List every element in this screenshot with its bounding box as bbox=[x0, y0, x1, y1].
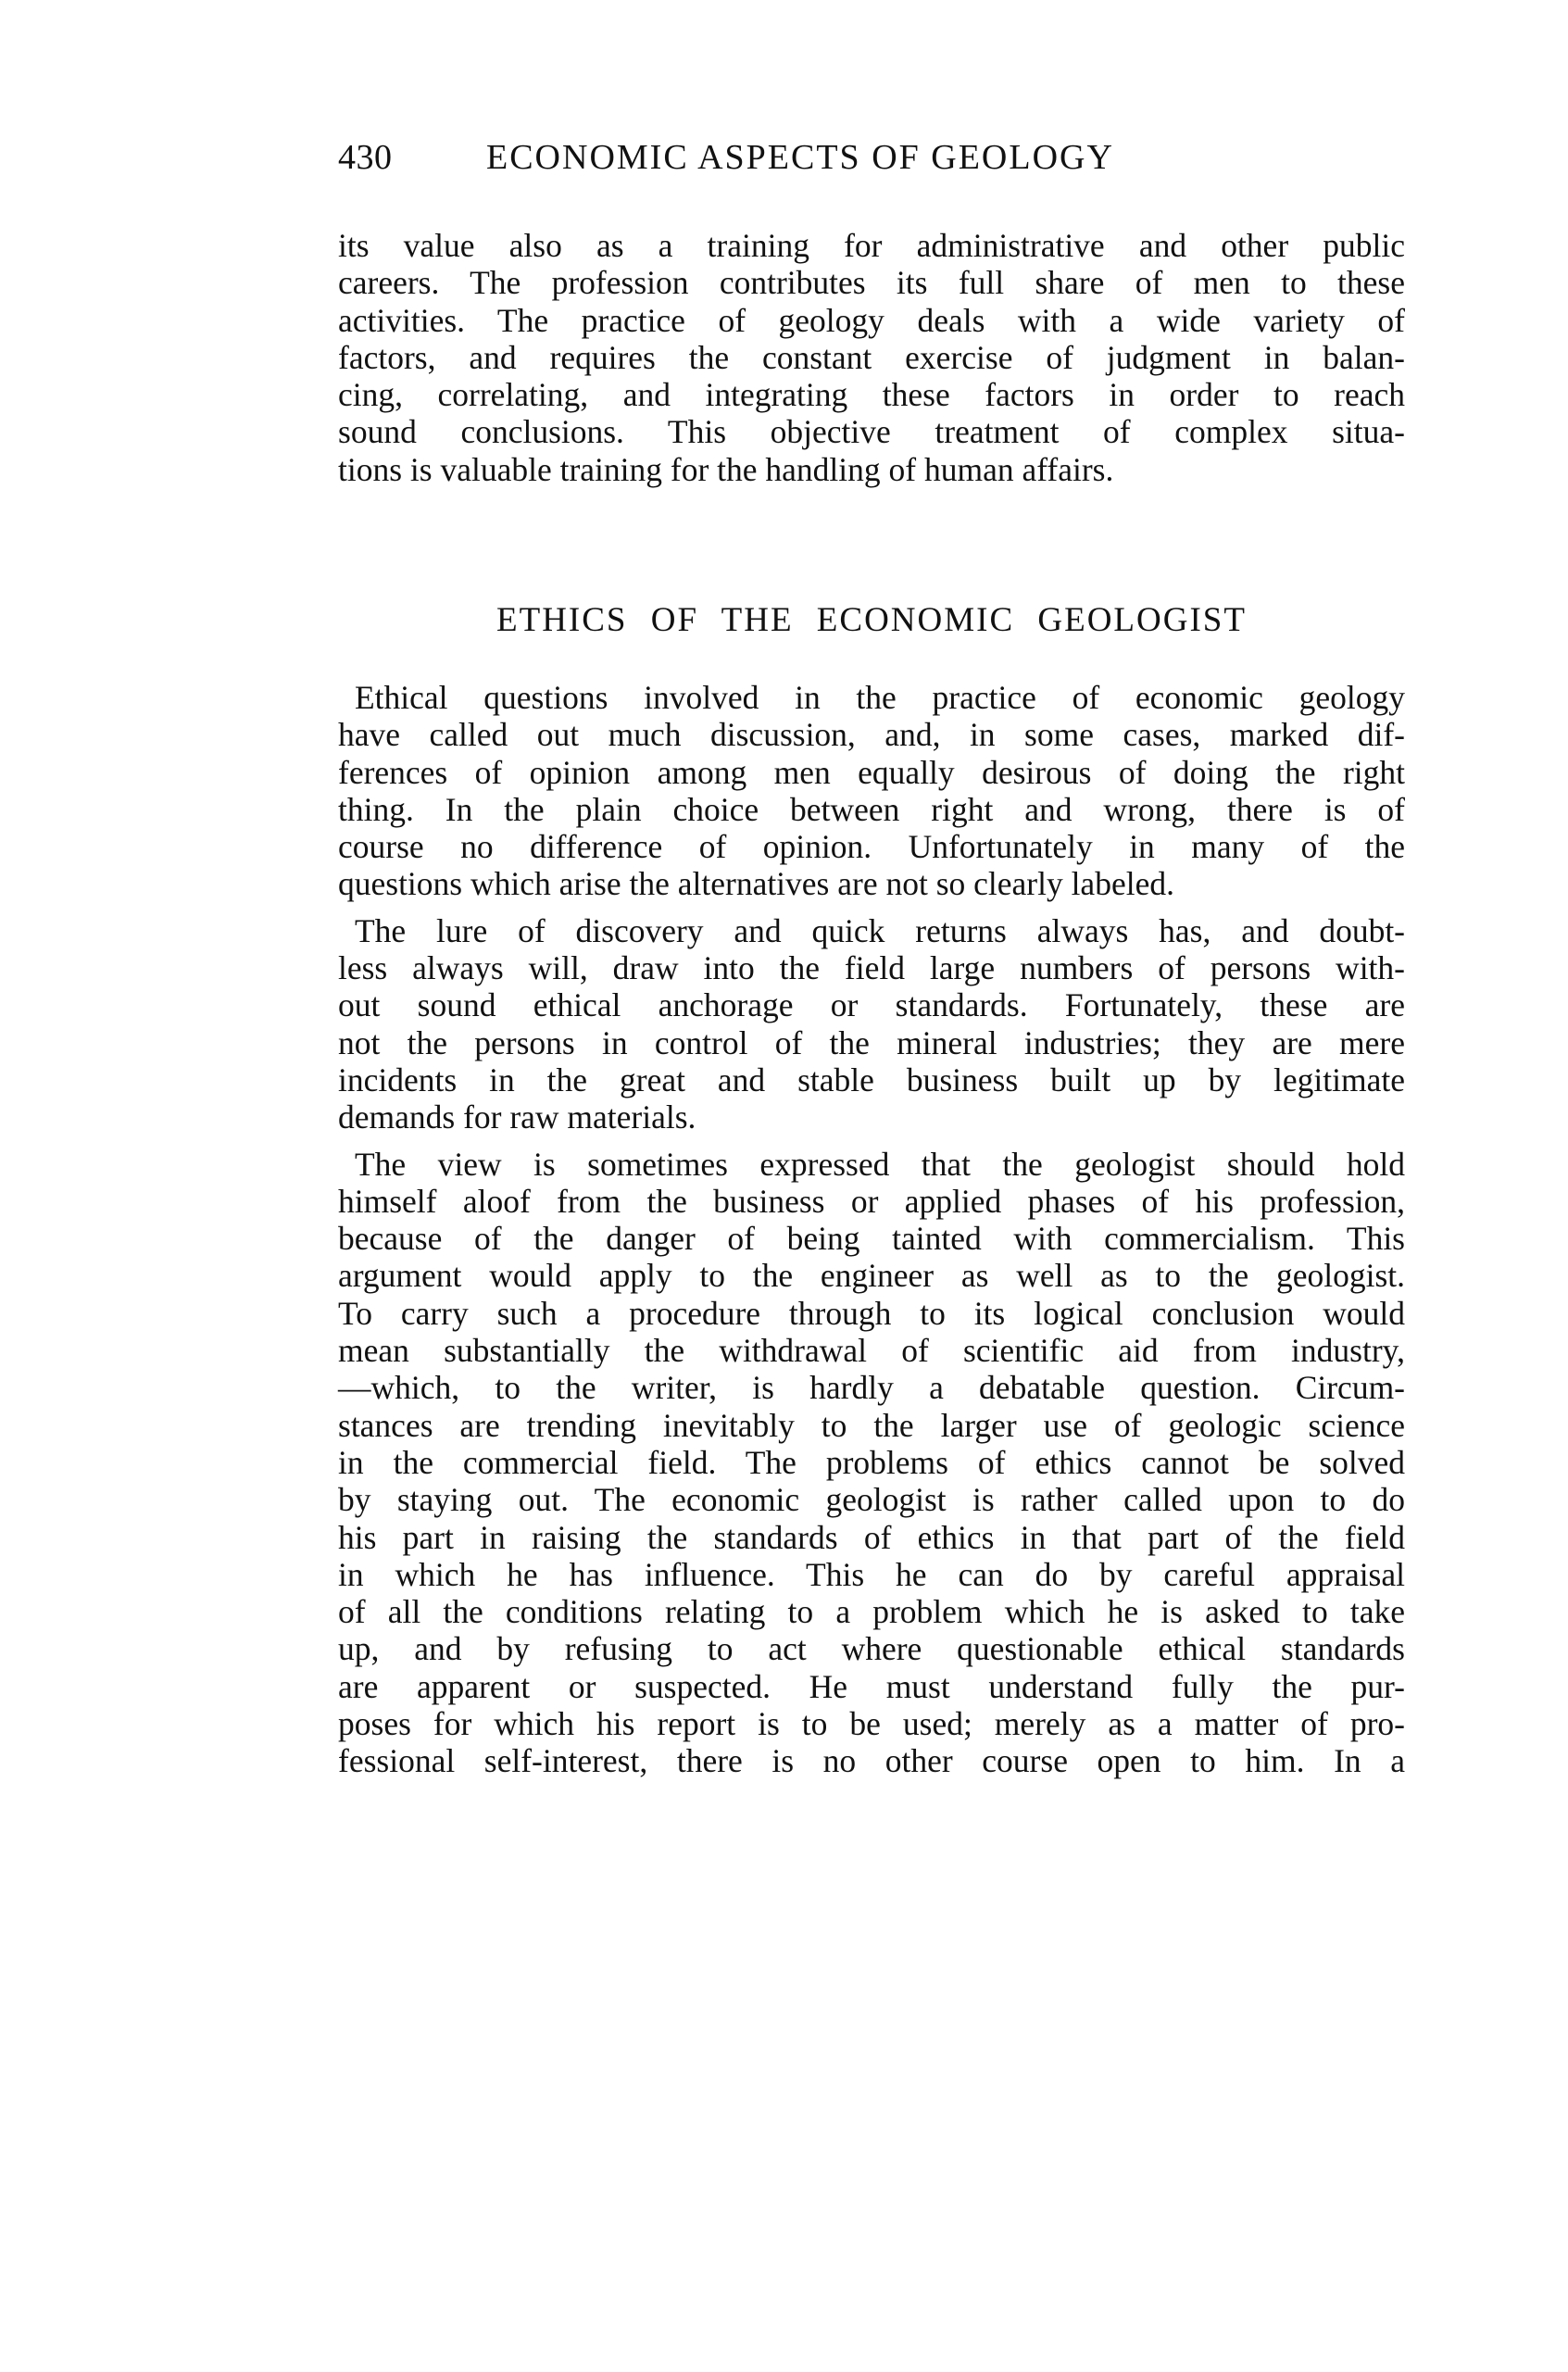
text-line: careers. The profession contributes its full share of men to these bbox=[338, 264, 1405, 302]
text-line: because of the danger of being tainted with commercialism. This bbox=[338, 1220, 1405, 1258]
section-body bbox=[338, 679, 1405, 1780]
text-line: argument would apply to the engineer as well as to the geologist. bbox=[338, 1257, 1405, 1295]
text-line: stances are trending inevitably to the larger use of geologic science bbox=[338, 1406, 1405, 1444]
text-line: To carry such a procedure through to its logical conclusion would bbox=[338, 1294, 1405, 1332]
text-line: The lure of discovery and quick returns always has, and doubt- bbox=[355, 911, 1405, 949]
text-line: activities. The practice of geology deals with a wide variety of bbox=[338, 301, 1405, 339]
text-line: —which, to the writer, is hardly a debatable question. Circum- bbox=[338, 1369, 1405, 1407]
text-line: less always will, draw into the field large numbers of persons with- bbox=[338, 949, 1405, 987]
text-line: ferences of opinion among men equally desirous of doing the right bbox=[338, 753, 1405, 791]
text-line: incidents in the great and stable business built up by legitimate bbox=[338, 1060, 1405, 1098]
text-line: course no difference of opinion. Unfortunately in many of the bbox=[338, 828, 1405, 866]
text-line: have called out much discussion, and, in some cases, marked dif- bbox=[338, 716, 1405, 754]
text-line: up, and by refusing to act where questionable ethical standards bbox=[338, 1630, 1405, 1668]
text-line: in which he has influence. This he can do by careful appraisal bbox=[338, 1555, 1405, 1593]
text-line: cing, correlating, and integrating these factors in order to reach bbox=[338, 376, 1405, 414]
text-line: mean substantially the withdrawal of scientific aid from industry, bbox=[338, 1332, 1405, 1370]
text-line: not the persons in control of the mineral industries; they are mere bbox=[338, 1023, 1405, 1061]
text-line: his part in raising the standards of ethics in that part of the field bbox=[338, 1518, 1405, 1556]
text-line: are apparent or suspected. He must understand fully the pur- bbox=[338, 1667, 1405, 1705]
text-line: poses for which his report is to be used; merely as a matter of pro- bbox=[338, 1705, 1405, 1743]
running-head bbox=[338, 137, 1405, 183]
text-line: of all the conditions relating to a problem which he is asked to take bbox=[338, 1593, 1405, 1631]
text-line: in the commercial field. The problems of ethics cannot be solved bbox=[338, 1443, 1405, 1481]
text-line: demands for raw materials. bbox=[338, 1098, 696, 1136]
text-line: tions is valuable training for the handling of human affairs. bbox=[338, 450, 1114, 488]
paragraph-gap bbox=[338, 903, 1405, 912]
paragraph-1 bbox=[338, 679, 1405, 903]
page-number: 430 bbox=[338, 138, 393, 177]
paragraph-3 bbox=[338, 1146, 1405, 1780]
paragraph-2 bbox=[338, 912, 1405, 1136]
continued-paragraph bbox=[338, 227, 1405, 488]
text-line: out sound ethical anchorage or standards. Fortunately, these are bbox=[338, 986, 1405, 1024]
text-line: thing. In the plain choice between right and wrong, there is of bbox=[338, 790, 1405, 828]
text-line: himself aloof from the business or applied phases of his profession, bbox=[338, 1182, 1405, 1220]
section-heading: ETHICS OF THE ECONOMIC GEOLOGIST bbox=[496, 601, 1247, 639]
text-line: Ethical questions involved in the practice of economic geology bbox=[355, 679, 1405, 716]
text-line: The view is sometimes expressed that the geologist should hold bbox=[355, 1145, 1405, 1183]
paragraph-gap bbox=[338, 1136, 1405, 1146]
running-title: ECONOMIC ASPECTS OF GEOLOGY bbox=[486, 138, 1114, 177]
text-line: sound conclusions. This objective treatment of complex situa- bbox=[338, 413, 1405, 451]
text-line: its value also as a training for administrative and other public bbox=[338, 227, 1405, 264]
text-line: by staying out. The economic geologist is rather called upon to do bbox=[338, 1481, 1405, 1519]
text-line: questions which arise the alternatives are not so clearly labeled. bbox=[338, 865, 1174, 903]
text-line: fessional self-interest, there is no other course open to him. In a bbox=[338, 1742, 1405, 1780]
text-line: factors, and requires the constant exercise of judgment in balan- bbox=[338, 338, 1405, 376]
